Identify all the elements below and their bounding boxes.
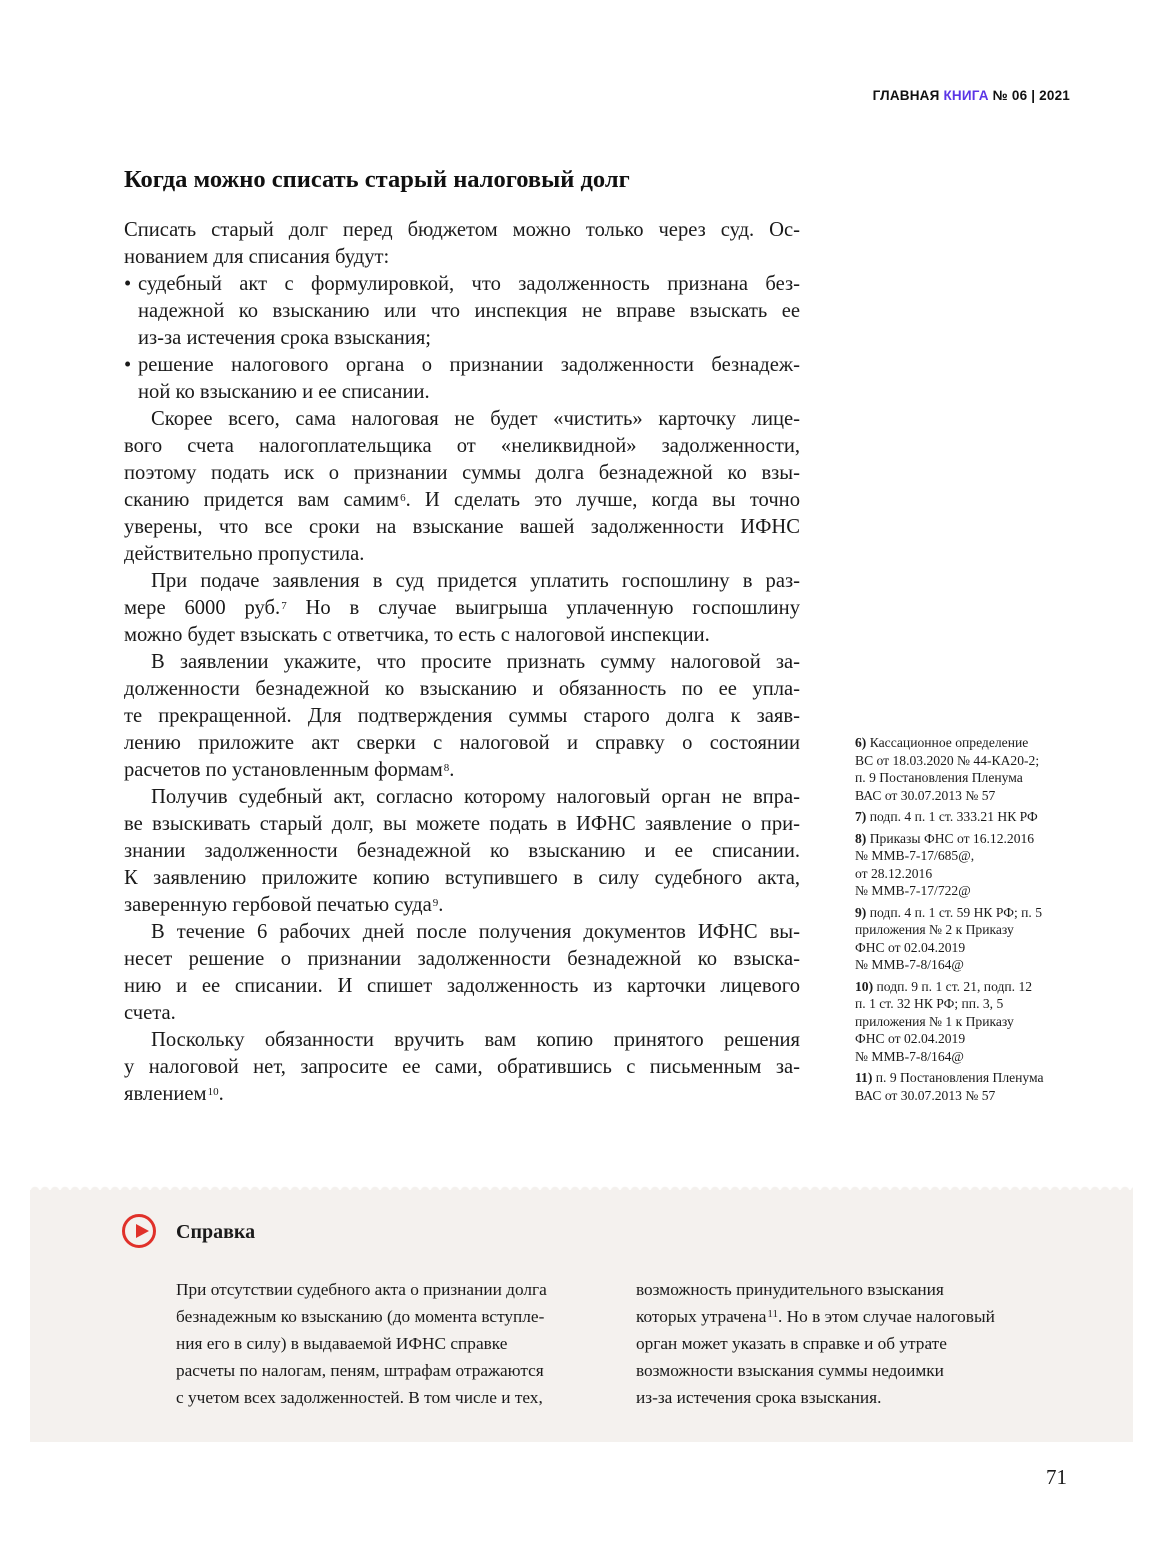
note-line [636, 1303, 995, 1330]
line-text: счета. [124, 1002, 176, 1024]
footnote-text: ВАС от 30.07.2013 № 57 [855, 787, 996, 803]
brand-name-accent: КНИГА [943, 88, 989, 103]
note-line [176, 1384, 547, 1411]
line-text: В заявлении укажите, что просите признать сумму налоговой за- [151, 651, 800, 673]
line-text: сканию придется вам самим [124, 489, 400, 511]
note-box [30, 1190, 1133, 1442]
bullet-item [124, 352, 800, 379]
footnote-ref: 11 [767, 1308, 779, 1320]
line-text: лению приложите акт сверки с налоговой и справку о состоянии [124, 732, 800, 754]
footnote-text: Кассационное определение [869, 735, 1029, 750]
footnote-ref: 9 [432, 897, 439, 909]
text-line [124, 595, 800, 622]
line-text: надежной ко взысканию или что инспекция не вправе взыскать ее [138, 300, 800, 322]
line-text: При подаче заявления в суд придется уплатить госпошлину в раз- [151, 570, 800, 592]
brand-name: ГЛАВНАЯ [872, 88, 940, 103]
footnote-line [855, 1030, 1075, 1048]
play-circle-icon [122, 1214, 156, 1248]
text-line [124, 1000, 800, 1027]
footnote-number: 6) [855, 735, 867, 750]
text-line [124, 244, 800, 271]
line-text: те прекращенной. Для подтверждения суммы старого долга к заяв- [124, 705, 800, 727]
text-line [124, 919, 800, 946]
magazine-header [873, 88, 1070, 103]
text-line [124, 433, 800, 460]
text-line [124, 703, 800, 730]
footnote-text: приложения № 2 к Приказу [855, 922, 1014, 937]
footnote-number: 7) [855, 809, 867, 824]
footnote-text: ФНС от 02.04.2019 [855, 939, 966, 955]
text-line [124, 811, 800, 838]
text-line [124, 541, 800, 568]
note-line [176, 1303, 547, 1330]
line-text: Получив судебный акт, согласно которому налоговый орган не впра- [151, 786, 800, 808]
footnote-text: от 28.12.2016 [855, 865, 933, 881]
text-line [124, 757, 800, 784]
footnote-line [855, 904, 1075, 922]
line-text: из-за истечения срока взыскания. [636, 1388, 882, 1407]
text-line [124, 892, 800, 919]
text-line [124, 325, 800, 352]
footnote-number: 8) [855, 830, 867, 846]
footnote-line [855, 978, 1075, 996]
line-text: нию и ее списании. И спишет задолженность из карточки лицевого [124, 975, 800, 997]
text-line [124, 487, 800, 514]
text-line [124, 784, 800, 811]
line-text: возможности взыскания суммы недоимки [636, 1361, 944, 1380]
line-text: несет решение о признании задолженности безнадежной ко взыска- [124, 948, 800, 970]
text-line [124, 973, 800, 1000]
footnote-text: п. 9 Постановления Пленума [855, 770, 1023, 785]
line-text: поэтому подать иск о признании суммы долга безнадежной ко взы- [124, 462, 800, 484]
line-text: решение налогового органа о признании задолженности безнадеж- [138, 354, 800, 376]
footnote-ref: 8 [443, 762, 450, 774]
note-line [636, 1276, 995, 1303]
line-text: вого счета налогоплательщика от «неликвидной» задолженности, [124, 435, 800, 457]
line-text: орган может указать в справке и об утрате [636, 1334, 947, 1353]
footnote-line [855, 1048, 1075, 1066]
article-heading: Когда можно списать старый налоговый долг [124, 166, 630, 193]
text-line [124, 838, 800, 865]
footnote-number: 11) [855, 1070, 873, 1085]
bullet-icon: • [124, 354, 132, 376]
text-line [124, 1027, 800, 1054]
footnote-number: 9) [855, 904, 867, 920]
note-box-column-2 [636, 1276, 995, 1411]
note-box-title: Справка [176, 1221, 256, 1243]
footnote-line [855, 956, 1075, 974]
footnote-text: п. 9 Постановления Пленума [875, 1070, 1044, 1085]
footnote-line [855, 787, 1075, 805]
article-body [124, 217, 800, 1108]
footnote-line [855, 734, 1075, 752]
footnote-text: Приказы ФНС от 16.12.2016 [869, 830, 1035, 846]
footnote-text: приложения № 1 к Приказу [855, 1013, 1014, 1029]
text-line [124, 406, 800, 433]
text-line [124, 217, 800, 244]
footnotes [855, 734, 1075, 1108]
footnote-text: № ММВ-7-8/164@ [855, 1048, 964, 1064]
line-text: ной ко взысканию и ее списании. [138, 381, 430, 403]
note-line [636, 1384, 995, 1411]
footnote [855, 734, 1075, 804]
footnote-text: ВАС от 30.07.2013 № 57 [855, 1087, 996, 1103]
footnote-text: п. 1 ст. 32 НК РФ; пп. 3, 5 [855, 996, 1004, 1011]
text-line [124, 379, 800, 406]
line-text-cont: . [438, 894, 444, 916]
line-text: явлением [124, 1083, 207, 1105]
note-line [636, 1357, 995, 1384]
line-text-cont: . [218, 1083, 224, 1105]
bullet-item [124, 271, 800, 298]
note-box-column-1 [176, 1276, 547, 1411]
footnote-line [855, 1069, 1075, 1087]
line-text-cont: . [449, 759, 455, 781]
line-text: действительно пропустила. [124, 543, 365, 565]
footnote-line [855, 865, 1075, 883]
issue-number: № 06 | 2021 [992, 88, 1070, 103]
line-text: долженности безнадежной ко взысканию и обязанность по ее упла- [124, 678, 800, 700]
footnote-line [855, 921, 1075, 939]
bullet-icon: • [124, 273, 132, 295]
line-text-cont: . Но в этом случае налоговый [778, 1307, 995, 1326]
note-line [176, 1276, 547, 1303]
line-text: расчеты по налогам, пеням, штрафам отражаются [176, 1361, 544, 1380]
text-line [124, 676, 800, 703]
text-line [124, 622, 800, 649]
line-text: заверенную гербовой печатью суда [124, 894, 432, 916]
text-line [124, 514, 800, 541]
line-text: судебный акт с формулировкой, что задолженность признана без- [138, 273, 800, 295]
line-text: ве взыскивать старый долг, вы можете подать в ИФНС заявление о при- [124, 813, 800, 835]
line-text: безнадежным ко взысканию (до момента вступле- [176, 1307, 545, 1326]
text-line [124, 649, 800, 676]
footnote [855, 904, 1075, 974]
line-text: расчетов по установленным формам [124, 759, 443, 781]
footnote-line [855, 769, 1075, 787]
line-text-cont: Но в случае выигрыша уплаченную госпошлину [286, 597, 800, 619]
footnote-line [855, 847, 1075, 865]
footnote-line [855, 995, 1075, 1013]
footnote-text: ВС от 18.03.2020 № 44-КА20-2; [855, 752, 1040, 768]
text-line [124, 568, 800, 595]
line-text: из-за истечения срока взыскания; [138, 327, 432, 349]
footnote-text: № ММВ-7-17/685@, [855, 848, 975, 863]
text-line [124, 298, 800, 325]
footnote [855, 808, 1075, 826]
footnote [855, 978, 1075, 1066]
footnote-line [855, 808, 1075, 826]
footnote-text: № ММВ-7-17/722@ [855, 883, 971, 898]
footnote-text: подп. 4 п. 1 ст. 333.21 НК РФ [869, 809, 1038, 824]
footnote [855, 1069, 1075, 1104]
footnote-line [855, 939, 1075, 957]
footnote-ref: 7 [281, 600, 287, 612]
footnote-line [855, 1087, 1075, 1105]
footnote-ref: 6 [400, 492, 406, 504]
text-line [124, 1081, 800, 1108]
footnote [855, 830, 1075, 900]
footnote-line [855, 1013, 1075, 1031]
line-text: Поскольку обязанности вручить вам копию принятого решения [151, 1029, 800, 1051]
line-text: В течение 6 рабочих дней после получения документов ИФНС вы- [151, 921, 800, 943]
note-line [636, 1330, 995, 1357]
footnote-line [855, 752, 1075, 770]
footnote-text: № ММВ-7-8/164@ [855, 957, 964, 972]
line-text: которых утрачена [636, 1307, 767, 1326]
line-text: Списать старый долг перед бюджетом можно только через суд. Ос- [124, 219, 800, 241]
text-line [124, 865, 800, 892]
line-text-cont: . И сделать это лучше, когда вы точно [405, 489, 800, 511]
line-text: При отсутствии судебного акта о признании долга [176, 1280, 547, 1299]
footnote-text: ФНС от 02.04.2019 [855, 1031, 966, 1046]
page-number: 71 [1046, 1465, 1067, 1489]
line-text: знании задолженности безнадежной ко взысканию и ее списании. [124, 840, 800, 862]
line-text: К заявлению приложите копию вступившего в силу судебного акта, [124, 867, 800, 889]
footnote-ref: 10 [207, 1086, 219, 1098]
text-line [124, 460, 800, 487]
line-text: с учетом всех задолженностей. В том числе и тех, [176, 1388, 543, 1407]
note-line [176, 1357, 547, 1384]
text-line [124, 946, 800, 973]
line-text: можно будет взыскать с ответчика, то есть с налоговой инспекции. [124, 624, 710, 646]
line-text: Скорее всего, сама налоговая не будет «чистить» карточку лице- [151, 408, 800, 430]
line-text: возможность принудительного взыскания [636, 1280, 944, 1299]
text-line [124, 1054, 800, 1081]
line-text: у налоговой нет, запросите ее сами, обратившись с письменным за- [124, 1056, 800, 1078]
line-text: уверены, что все сроки на взыскание вашей задолженности ИФНС [124, 516, 800, 538]
footnote-line [855, 882, 1075, 900]
line-text: мере 6000 руб. [124, 597, 281, 619]
footnote-line [855, 830, 1075, 848]
footnote-text: подп. 9 п. 1 ст. 21, подп. 12 [876, 978, 1033, 994]
line-text: ния его в силу) в выдаваемой ИФНС справке [176, 1334, 508, 1353]
text-line [124, 730, 800, 757]
line-text: нованием для списания будут: [124, 246, 390, 268]
footnote-number: 10) [855, 978, 874, 994]
footnote-text: подп. 4 п. 1 ст. 59 НК РФ; п. 5 [869, 904, 1042, 920]
note-line [176, 1330, 547, 1357]
